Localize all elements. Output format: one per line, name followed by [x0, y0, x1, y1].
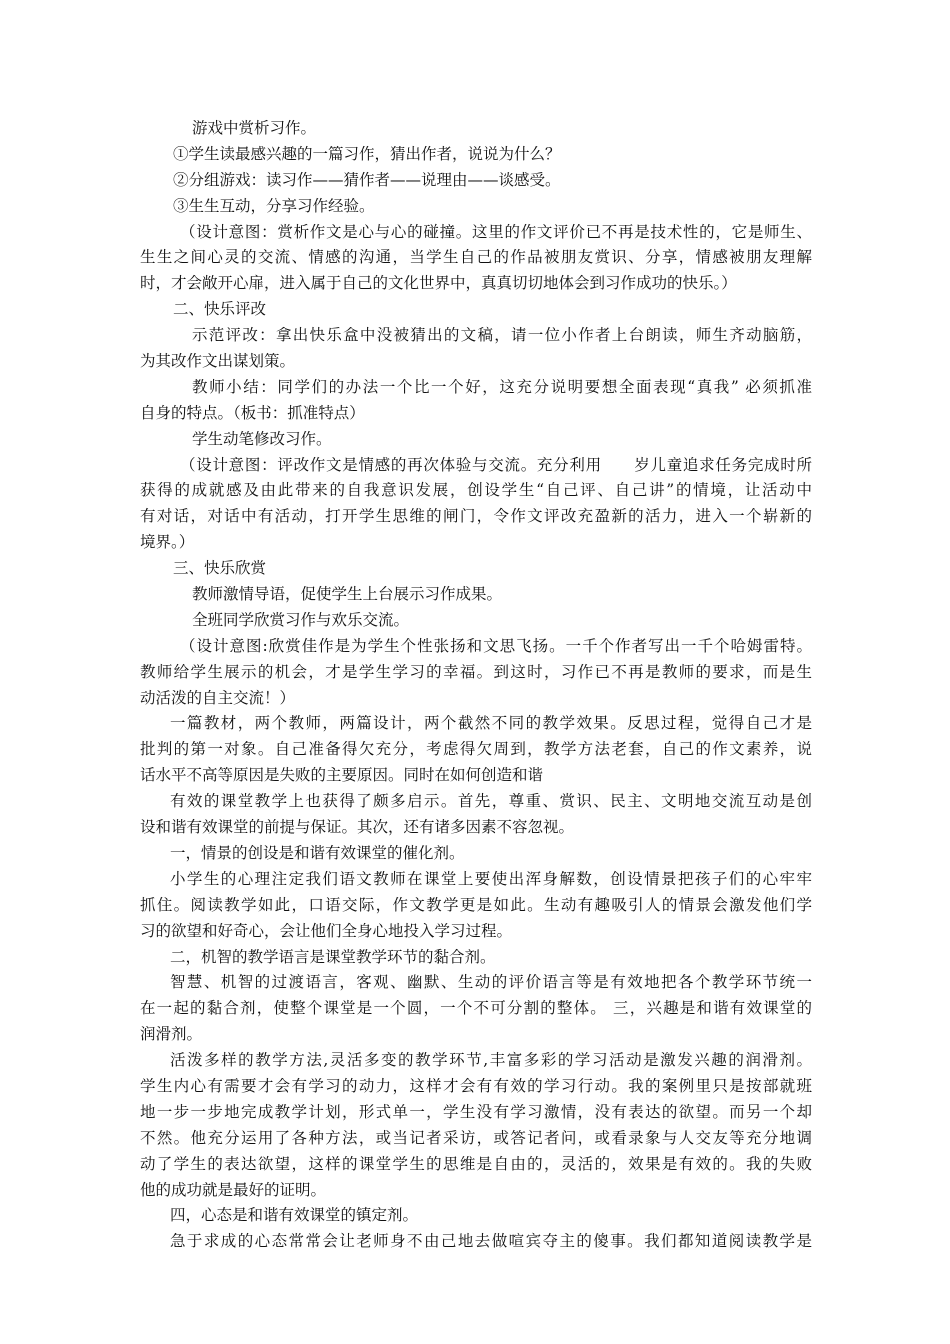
- text-line: 学生动笔修改习作。: [192, 429, 332, 448]
- text-line: 一，情景的创设是和谐有效课堂的催化剂。: [170, 843, 465, 862]
- text-line: 一篇教材，两个教师，两篇设计，两个截然不同的教学效果。反思过程，觉得自己才是: [170, 714, 812, 733]
- text-line: （设计意图：赏析作文是心与心的碰撞。这里的作文评价已不再是技术性的，它是师生、: [180, 222, 812, 241]
- text-line: 习的欲望和好奇心，会让他们全身心地投入学习过程。: [140, 921, 513, 940]
- text-line: 教师小结：同学们的办法一个比一个好，这充分说明要想全面表现“真我” 必须抓准: [192, 377, 812, 396]
- text-line: 教师激情导语，促使学生上台展示习作成果。: [192, 585, 503, 604]
- text-line: 设和谐有效课堂的前提与保证。其次，还有诸多因素不容忽视。: [140, 818, 575, 837]
- text-line: 示范评改：拿出快乐盒中没被猜出的文稿，请一位小作者上台朗读，师生齐动脑筋，: [192, 326, 812, 345]
- text-line: 四，心态是和谐有效课堂的镇定剂。: [170, 1206, 419, 1225]
- text-line: 动了学生的表达欲望，这样的课堂学生的思维是自由的，灵活的，效果是有效的。我的失败: [140, 1154, 812, 1173]
- text-line: 境界。）: [140, 533, 195, 552]
- text-line: ②分组游戏：读习作——猜作者——说理由——谈感受。: [173, 170, 561, 189]
- text-line: 教师给学生展示的机会，才是学生学习的幸福。到这时，习作已不再是教师的要求，而是生: [140, 662, 812, 681]
- text-line: 批判的第一对象。自己准备得欠充分，考虑得欠周到，教学方法老套，自己的作文素养，说: [140, 740, 812, 759]
- text-line: 不然。他充分运用了各种方法，或当记者采访，或答记者问，或看录象与人交友等充分地调: [140, 1128, 812, 1147]
- text-line: （设计意图:欣赏佳作是为学生个性张扬和文思飞扬。一千个作者写出一千个哈姆雷特。: [180, 636, 812, 655]
- text-line: 智慧、机智的过渡语言，客观、幽默、生动的评价语言等是有效地把各个教学环节统一: [170, 973, 812, 992]
- text-line: 在一起的黏合剂，使整个课堂是一个圆，一个不可分割的整体。 三，兴趣是和谐有效课堂的: [140, 999, 812, 1018]
- text-line: 有对话，对话中有活动，打开学生思维的闸门，令作文评改充盈新的活力，进入一个崭新的: [140, 507, 812, 526]
- text-line: ①学生读最感兴趣的一篇习作，猜出作者，说说为什么？: [173, 144, 561, 163]
- text-line: 自身的特点。（板书：抓准特点）: [140, 403, 365, 422]
- text-line: 为其改作文出谋划策。: [140, 352, 296, 371]
- text-line: 二，机智的教学语言是课堂教学环节的黏合剂。: [170, 947, 496, 966]
- text-line: 抓住。阅读教学如此，口语交际，作文教学更是如此。生动有趣吸引人的情景会激发他们学: [140, 895, 812, 914]
- document-page: [140, 116, 812, 1255]
- text-line: 获得的成就感及由此带来的自我意识发展，创设学生“自己评、自己讲”的情境，让活动中: [140, 481, 812, 500]
- text-line: 地一步一步地完成教学计划，形式单一，学生没有学习激情，没有表达的欲望。而另一个却: [140, 1102, 812, 1121]
- text-line: 全班同学欣赏习作与欢乐交流。: [192, 610, 410, 629]
- text-line: 生生之间心灵的交流、情感的沟通，当学生自己的作品被朋友赏识、分享，情感被朋友理解: [140, 248, 812, 267]
- text-line: 三、快乐欣赏: [173, 559, 267, 578]
- text-line: 急于求成的心态常常会让老师身不由己地去做喧宾夺主的傻事。我们都知道阅读教学是: [170, 1232, 812, 1251]
- text-line: 有效的课堂教学上也获得了颇多启示。首先，尊重、赏识、民主、文明地交流互动是创: [170, 792, 812, 811]
- text-line: 话水平不高等原因是失败的主要原因。同时在如何创造和谐: [140, 766, 544, 785]
- text-line: 二、快乐评改: [173, 300, 267, 319]
- text-line: 他的成功就是最好的证明。: [140, 1180, 327, 1199]
- text-line: 动活泼的自主交流！）: [140, 688, 296, 707]
- text-line: （设计意图：评改作文是情感的再次体验与交流。充分利用 岁儿童追求任务完成时所: [180, 455, 812, 474]
- text-line: 学生内心有需要才会有学习的动力，这样才会有有效的学习行动。我的案例里只是按部就班: [140, 1076, 812, 1095]
- text-line: 润滑剂。: [140, 1025, 203, 1044]
- text-line: 游戏中赏析习作。: [192, 119, 317, 137]
- text-line: 活泼多样的教学方法,灵活多变的教学环节,丰富多彩的学习活动是激发兴趣的润滑剂。: [170, 1051, 812, 1070]
- text-line: 时，才会敞开心扉，进入属于自己的文化世界中，真真切切地体会到习作成功的快乐。）: [140, 274, 737, 293]
- text-line: 小学生的心理注定我们语文教师在课堂上要使出浑身解数，创设情景把孩子们的心牢牢: [170, 869, 812, 888]
- text-line: ③生生互动，分享习作经验。: [173, 196, 375, 215]
